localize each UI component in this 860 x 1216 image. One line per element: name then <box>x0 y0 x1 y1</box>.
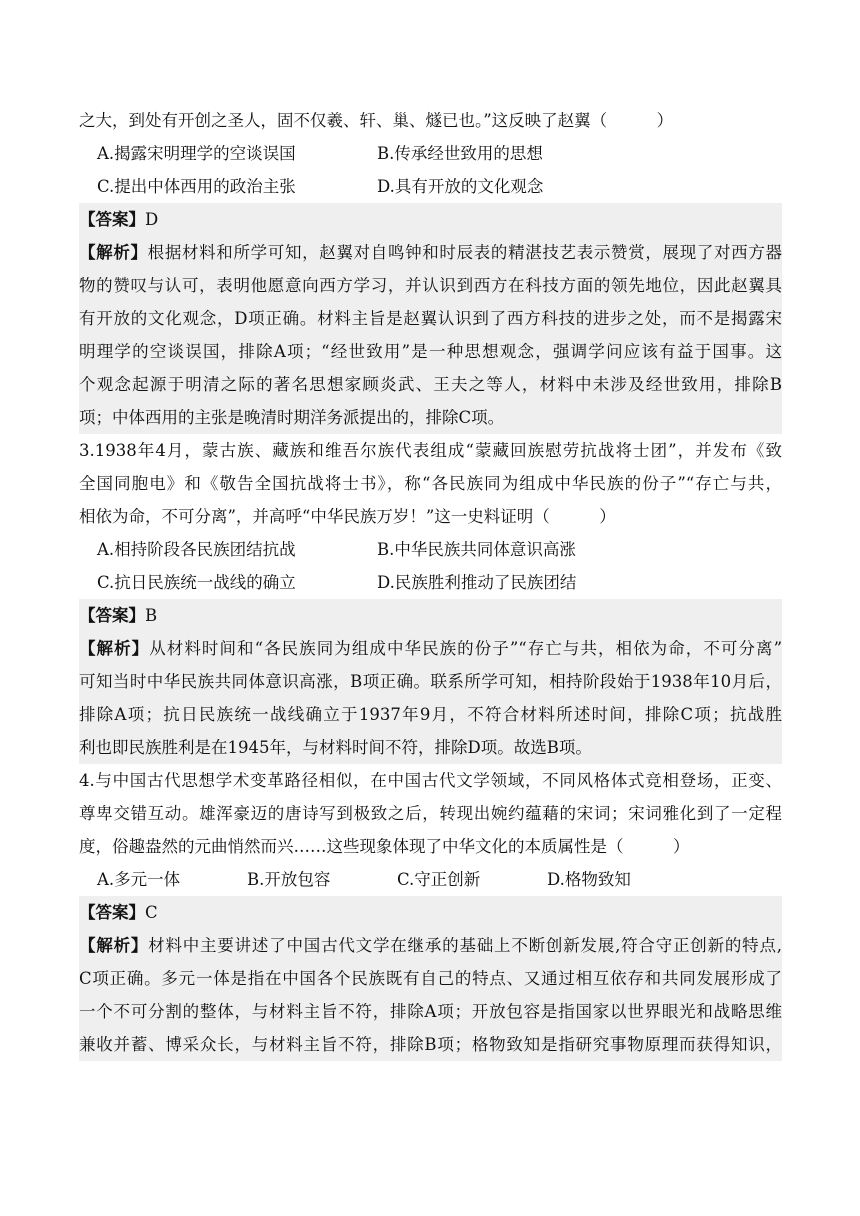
q4-analysis-line-4: 兼收并蓄、博采众长，与材料主旨不符，排除B项；格物致知是指研究事物原理而获得知识， <box>79 1028 782 1061</box>
q4-answer <box>79 896 782 929</box>
answer-tag: 【答案】 <box>79 606 145 625</box>
q3-options-row-2 <box>79 566 782 599</box>
q4-option-d: D.格物致知 <box>547 870 631 889</box>
q4-option-a: A.多元一体 <box>97 870 181 889</box>
q2-answer <box>79 203 782 236</box>
q4-stem-line-2: 尊卑交错互动。雄浑豪迈的唐诗写到极致之后，转现出婉约蕴藉的宋词；宋词雅化到了一定程 <box>79 804 782 823</box>
q3-option-a: A.相持阶段各民族团结抗战 <box>97 540 296 559</box>
q2-stem-tail: 之大，到处有开创之圣人，固不仅羲、轩、巢、燧已也。”这反映了赵翼（ ） <box>79 111 674 130</box>
answer-value: B <box>145 606 158 625</box>
q3-analysis-line-4: 利也即民族胜利是在1945年，与材料时间不符，排除D项。故选B项。 <box>79 731 782 764</box>
q4-analysis-line-1 <box>79 929 782 962</box>
q4-options-row <box>79 863 782 896</box>
q3-option-d: D.民族胜利推动了民族团结 <box>377 573 577 592</box>
q2-analysis-line-4: 明理学的空谈误国，排除A项；“经世致用”是一种思想观念，强调学问应该有益于国事。这 <box>79 335 782 368</box>
q2-analysis-line-3: 有开放的文化观念，D项正确。材料主旨是赵翼认识到了西方科技的进步之处，而不是揭露宋 <box>79 302 782 335</box>
answer-value: C <box>145 903 158 922</box>
q3-answer <box>79 599 782 632</box>
analysis-tag: 【解析】 <box>79 243 148 262</box>
q2-option-d: D.具有开放的文化观念 <box>377 177 544 196</box>
q2-analysis-line-2: 物的赞叹与认可，表明他愿意向西方学习，并认识到西方在科技方面的领先地位，因此赵翼具 <box>79 269 782 302</box>
q2-option-a: A.揭露宋明理学的空谈误国 <box>97 144 296 163</box>
analysis-tag: 【解析】 <box>79 639 150 658</box>
document-content <box>79 104 782 1061</box>
q3-option-c: C.抗日民族统一战线的确立 <box>97 573 296 592</box>
q2-options-row-2 <box>79 170 782 203</box>
answer-value: D <box>145 210 159 229</box>
q3-stem-line-2: 全国同胞电》和《敬告全国抗战将士书》，称“各民族同为组成中华民族的份子”“存亡与共， <box>79 474 782 493</box>
analysis-text: 材料中主要讲述了中国古代文学在继承的基础上不断创新发展,符合守正创新的特点, <box>148 936 782 955</box>
q3-options-row-1 <box>79 533 782 566</box>
q4-stem-line-1: 4.与中国古代思想学术变革路径相似，在中国古代文学领域，不同风格体式竞相登场，正变、 <box>79 771 782 790</box>
answer-tag: 【答案】 <box>79 903 145 922</box>
q2-analysis-line-1 <box>79 236 782 269</box>
analysis-text: 从材料时间和“各民族同为组成中华民族的份子”“存亡与共，相依为命，不可分离” <box>149 639 782 658</box>
q3-stem-line-1: 3.1938年4月，蒙古族、藏族和维吾尔族代表组成“蒙藏回族慰劳抗战将士团”，并发布《致 <box>79 441 782 460</box>
q2-options-row-1 <box>79 137 782 170</box>
q4-option-c: C.守正创新 <box>397 870 481 889</box>
q3-analysis-line-2: 可知当时中华民族共同体意识高涨，B项正确。联系所学可知，相持阶段始于1938年10月后， <box>79 665 782 698</box>
q3-stem-line-3: 相依为命，不可分离”，并高呼“中华民族万岁！”这一史料证明（ ） <box>79 507 616 526</box>
answer-tag: 【答案】 <box>79 210 145 229</box>
q4-analysis-line-2: C项正确。多元一体是指在中国各个民族既有自己的特点、又通过相互依存和共同发展形成了 <box>79 962 782 995</box>
q2-analysis-line-6: 项；中体西用的主张是晚清时期洋务派提出的，排除C项。 <box>79 401 782 434</box>
q3-analysis-line-3: 排除A项；抗日民族统一战线确立于1937年9月，不符合材料所述时间，排除C项；抗战胜 <box>79 698 782 731</box>
q4-analysis-line-3: 一个不可分割的整体，与材料主旨不符，排除A项；开放包容是指国家以世界眼光和战略思维 <box>79 995 782 1028</box>
q3-analysis-line-1 <box>79 632 782 665</box>
analysis-text: 根据材料和所学可知，赵翼对自鸣钟和时辰表的精湛技艺表示赞赏，展现了对西方器 <box>147 243 782 262</box>
analysis-tag: 【解析】 <box>79 936 149 955</box>
q2-analysis-line-5: 个观念起源于明清之际的著名思想家顾炎武、王夫之等人，材料中未涉及经世致用，排除B <box>79 368 782 401</box>
q2-option-c: C.提出中体西用的政治主张 <box>97 177 296 196</box>
q3-option-b: B.中华民族共同体意识高涨 <box>377 540 576 559</box>
q2-option-b: B.传承经世致用的思想 <box>377 144 543 163</box>
q4-option-b: B.开放包容 <box>247 870 331 889</box>
q4-stem-line-3: 度，俗趣盎然的元曲悄然而兴……这些现象体现了中华文化的本质属性是（ ） <box>79 837 690 856</box>
